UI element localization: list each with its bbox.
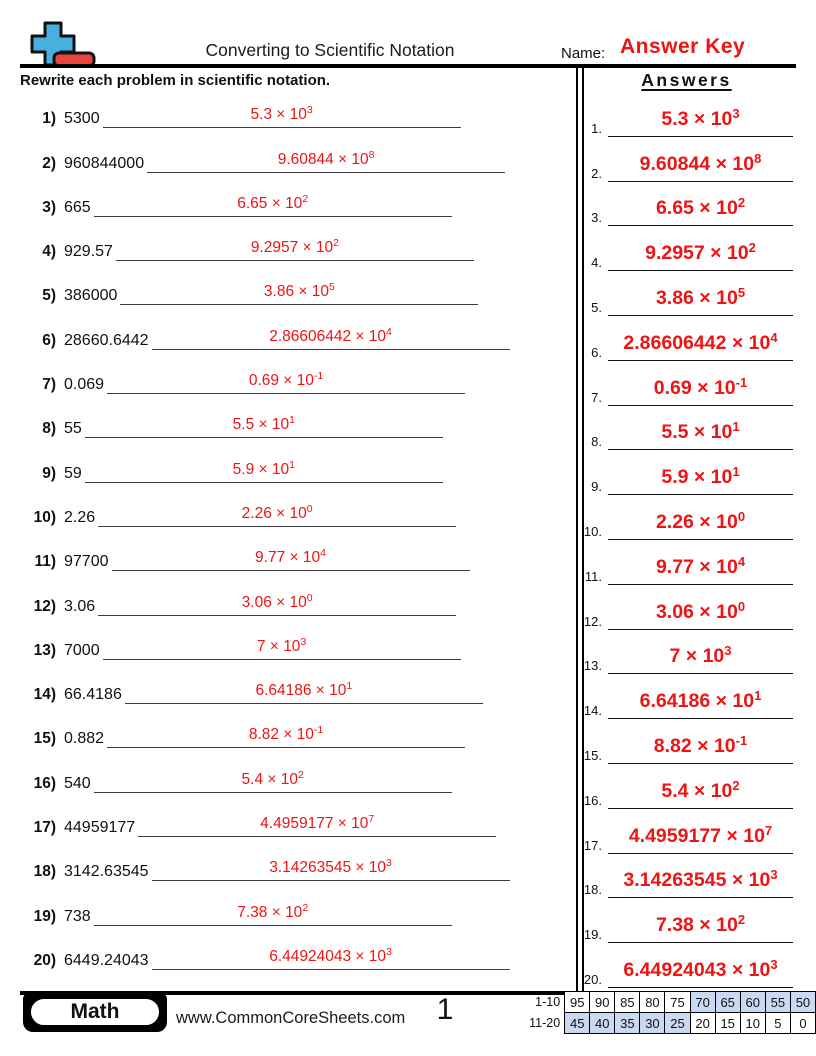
answer-line xyxy=(608,508,793,540)
score-cell: 10 xyxy=(740,1013,765,1034)
problem-number: 12) xyxy=(33,597,56,615)
problem-answer-line xyxy=(120,283,478,305)
answer-number: 7. xyxy=(591,389,602,405)
problem-answer-line xyxy=(85,458,443,483)
answer-line xyxy=(608,553,793,585)
answer-value: $5.4 \times 10^2$ xyxy=(661,777,740,802)
problem-row xyxy=(20,173,565,217)
answer-key-text: Answer Key xyxy=(620,35,746,58)
problem-value: 3142.63545 xyxy=(64,863,149,881)
answer-line xyxy=(608,374,793,406)
answer-line xyxy=(608,197,793,226)
instruction-text: Rewrite each problem in scientific notation. xyxy=(20,72,331,89)
problem-answer-line xyxy=(98,502,456,527)
answer-row xyxy=(580,854,793,899)
answer-row xyxy=(580,630,793,675)
answer-line xyxy=(608,150,793,182)
answer-line xyxy=(608,284,793,316)
score-cell: 50 xyxy=(790,992,815,1013)
answer-value: $5.3 \times 10^3$ xyxy=(661,105,740,130)
problem-number: 16) xyxy=(33,774,56,792)
problem-row xyxy=(20,128,565,172)
problem-number: 20) xyxy=(33,951,56,969)
score-cell: 85 xyxy=(615,992,640,1013)
problem-value: 738 xyxy=(64,907,91,925)
answer-row xyxy=(580,316,793,361)
answer-number: 11. xyxy=(584,568,602,584)
problem-value: 6449.24043 xyxy=(64,951,149,969)
problem-value: 5300 xyxy=(64,110,100,128)
answer-number: 6. xyxy=(591,344,602,360)
answer-value: $6.44924043 \times 10^3$ xyxy=(623,956,778,981)
score-row xyxy=(524,992,816,1013)
problem-answer-line xyxy=(94,192,452,217)
answer-line xyxy=(608,822,793,854)
score-table xyxy=(524,991,816,1034)
answer-line xyxy=(608,869,793,898)
problem-row xyxy=(20,571,565,615)
answer-line xyxy=(608,777,793,809)
score-cell: 75 xyxy=(665,992,690,1013)
answer-number: 9. xyxy=(591,479,602,495)
problem-number: 6) xyxy=(42,331,56,349)
answer-value: $9.77 \times 10^4$ xyxy=(655,553,746,578)
problem-answer: $9.2957 \times 10^2$ xyxy=(250,237,340,257)
header-divider-line xyxy=(20,64,796,68)
answers-column-title: Answers xyxy=(641,70,732,90)
problem-value: 59 xyxy=(64,464,82,482)
answer-number: 19. xyxy=(583,927,602,943)
answer-value: $0.69 \times 10^{-1}$ xyxy=(653,374,748,399)
answer-row xyxy=(580,943,793,988)
answer-row xyxy=(580,585,793,630)
answer-number: 12. xyxy=(583,613,602,629)
problem-answer: $9.77 \times 10^4$ xyxy=(255,547,326,567)
problem-answer: $8.82 \times 10^{-1}$ xyxy=(248,724,324,744)
problem-answer: $6.44924043 \times 10^3$ xyxy=(269,945,392,965)
answer-row xyxy=(580,495,793,540)
score-cell: 65 xyxy=(715,992,740,1013)
problem-row xyxy=(20,483,565,527)
problem-number: 4) xyxy=(42,243,56,261)
problem-number: 9) xyxy=(42,464,56,482)
subject-badge-label: Math xyxy=(29,997,161,1027)
problem-row xyxy=(20,350,565,394)
answer-line xyxy=(608,914,793,943)
score-cell: 70 xyxy=(690,992,715,1013)
problem-value: 2.26 xyxy=(64,508,96,526)
answer-line xyxy=(608,598,793,630)
score-cell: 60 xyxy=(740,992,765,1013)
score-cell: 90 xyxy=(590,992,615,1013)
answer-value: $3.86 \times 10^5$ xyxy=(655,284,746,309)
answer-row xyxy=(580,92,793,137)
problem-row xyxy=(20,926,565,970)
name-label: Name: xyxy=(561,45,606,62)
answer-row xyxy=(580,674,793,719)
answer-line xyxy=(608,242,793,271)
answer-row xyxy=(580,271,793,316)
problem-value: 66.4186 xyxy=(64,686,122,704)
score-range-label: 11-20 xyxy=(529,1016,561,1030)
answer-number: 14. xyxy=(583,703,602,719)
problem-number: 8) xyxy=(42,420,56,438)
problem-value: 929.57 xyxy=(64,243,113,261)
problems-list xyxy=(20,84,565,970)
answer-line xyxy=(608,466,793,495)
problem-answer-line xyxy=(152,945,510,970)
answer-number: 3. xyxy=(591,210,602,226)
problem-value: 44959177 xyxy=(64,819,136,837)
answer-value: $4.4959177 \times 10^7$ xyxy=(628,822,773,847)
problem-number: 19) xyxy=(33,907,56,925)
problem-answer-line xyxy=(138,815,496,837)
problem-value: 55 xyxy=(64,420,82,438)
problem-number: 1) xyxy=(42,110,56,128)
answer-value: $9.2957 \times 10^2$ xyxy=(645,240,756,265)
problem-value: 28660.6442 xyxy=(64,331,149,349)
problem-answer-line xyxy=(103,635,461,660)
score-cell: 20 xyxy=(690,1013,715,1034)
score-cell: 30 xyxy=(640,1013,665,1034)
answer-row xyxy=(580,226,793,271)
problem-number: 3) xyxy=(42,198,56,216)
problem-answer: $7 \times 10^3$ xyxy=(256,635,307,655)
problem-answer: $3.06 \times 10^0$ xyxy=(241,591,313,611)
problem-value: 7000 xyxy=(64,641,100,659)
problem-answer-line xyxy=(152,325,510,350)
problem-value: 540 xyxy=(64,774,91,792)
answer-value: $2.26 \times 10^0$ xyxy=(655,508,746,533)
score-cell: 25 xyxy=(665,1013,690,1034)
answer-row xyxy=(580,764,793,809)
score-cell: 5 xyxy=(765,1013,790,1034)
score-row xyxy=(524,1013,816,1034)
score-range-label: 1-10 xyxy=(535,995,561,1009)
score-cell: 95 xyxy=(565,992,590,1013)
score-cell: 55 xyxy=(765,992,790,1013)
problem-number: 18) xyxy=(33,863,56,881)
score-cell: 40 xyxy=(590,1013,615,1034)
answer-line xyxy=(608,329,793,361)
answer-line xyxy=(608,956,793,988)
problem-row xyxy=(20,305,565,349)
answer-number: 4. xyxy=(591,255,602,271)
problem-answer-line xyxy=(116,239,474,261)
answer-row xyxy=(580,540,793,585)
problem-number: 11) xyxy=(34,553,56,571)
problem-number: 17) xyxy=(33,819,56,837)
problem-value: 97700 xyxy=(64,553,109,571)
problem-answer-line xyxy=(98,591,456,616)
problem-answer-line xyxy=(152,859,510,881)
problem-row xyxy=(20,527,565,571)
problem-row xyxy=(20,394,565,438)
answer-number: 15. xyxy=(583,747,602,763)
answer-number: 5. xyxy=(591,299,602,315)
problem-answer: $5.3 \times 10^3$ xyxy=(250,104,313,124)
problem-row xyxy=(20,704,565,748)
answer-number: 8. xyxy=(591,434,602,450)
answer-number: 10. xyxy=(583,523,602,539)
score-cell: 35 xyxy=(615,1013,640,1034)
problem-answer: $5.5 \times 10^1$ xyxy=(232,414,295,434)
answer-line xyxy=(608,645,793,674)
answer-line xyxy=(608,421,793,450)
problem-answer-line xyxy=(125,682,483,704)
problem-answer: $0.69 \times 10^{-1}$ xyxy=(248,370,324,390)
answers-list xyxy=(580,92,793,988)
problem-answer-line xyxy=(107,372,465,394)
answer-value: $3.06 \times 10^0$ xyxy=(655,598,746,623)
answer-line xyxy=(608,690,793,719)
answer-row xyxy=(580,898,793,943)
problem-number: 14) xyxy=(33,686,56,704)
problem-answer-line xyxy=(94,901,452,926)
answer-row xyxy=(580,719,793,764)
problem-number: 2) xyxy=(42,154,56,172)
problem-answer: $3.14263545 \times 10^3$ xyxy=(269,857,392,877)
problem-value: 386000 xyxy=(64,287,118,305)
problem-answer: $4.4959177 \times 10^7$ xyxy=(260,813,375,833)
problem-row xyxy=(20,217,565,261)
problem-number: 13) xyxy=(33,641,56,659)
problem-value: 665 xyxy=(64,198,91,216)
problem-answer-line xyxy=(147,148,505,173)
problem-number: 10) xyxy=(33,508,56,526)
answer-value: $7.38 \times 10^2$ xyxy=(655,912,746,937)
problem-row xyxy=(20,881,565,925)
problem-row xyxy=(20,438,565,482)
website-text: www.CommonCoreSheets.com xyxy=(176,1009,406,1027)
problem-row xyxy=(20,748,565,792)
problem-answer-line xyxy=(112,549,470,571)
page-title: Converting to Scientific Notation xyxy=(205,40,455,60)
answer-number: 16. xyxy=(583,792,602,808)
answer-value: $5.9 \times 10^1$ xyxy=(661,464,740,489)
problem-value: 0.069 xyxy=(64,376,105,394)
problem-answer: $9.60844 \times 10^8$ xyxy=(277,148,375,168)
problem-answer: $2.26 \times 10^0$ xyxy=(241,502,313,522)
answer-row xyxy=(580,450,793,495)
answer-row xyxy=(580,361,793,406)
answer-number: 20. xyxy=(583,971,602,987)
problem-number: 15) xyxy=(33,730,56,748)
problem-answer-line xyxy=(107,726,465,748)
problem-answer-line xyxy=(103,106,461,128)
problem-row xyxy=(20,660,565,704)
answer-row xyxy=(580,182,793,227)
answer-value: $2.86606442 \times 10^4$ xyxy=(623,329,778,354)
answer-row xyxy=(580,406,793,451)
problem-number: 5) xyxy=(42,287,56,305)
answer-line xyxy=(608,732,793,764)
answer-value: $3.14263545 \times 10^3$ xyxy=(623,867,778,892)
answer-value: $5.5 \times 10^1$ xyxy=(661,419,740,444)
answer-number: 1. xyxy=(591,120,602,136)
score-cell: 15 xyxy=(715,1013,740,1034)
score-cell: 0 xyxy=(790,1013,815,1034)
problem-row xyxy=(20,616,565,660)
answer-value: $8.82 \times 10^{-1}$ xyxy=(653,732,748,757)
problem-answer: $3.86 \times 10^5$ xyxy=(263,281,335,301)
score-cell: 45 xyxy=(565,1013,590,1034)
problem-row xyxy=(20,837,565,881)
answer-value: $9.60844 \times 10^8$ xyxy=(639,150,762,175)
answer-number: 2. xyxy=(591,165,602,181)
problem-answer: $7.38 \times 10^2$ xyxy=(237,901,309,921)
page-number: 1 xyxy=(436,993,454,1026)
problem-answer: $6.64186 \times 10^1$ xyxy=(255,680,353,700)
answer-number: 13. xyxy=(583,658,602,674)
score-table-body xyxy=(524,992,816,1034)
problem-answer: $5.9 \times 10^1$ xyxy=(232,458,295,478)
problem-row xyxy=(20,261,565,305)
problem-row xyxy=(20,84,565,128)
problem-answer: $6.65 \times 10^2$ xyxy=(237,192,309,212)
answer-line xyxy=(608,105,793,137)
problem-value: 3.06 xyxy=(64,597,96,615)
subject-badge xyxy=(23,993,167,1032)
problem-answer-line xyxy=(94,768,452,793)
problem-answer: $2.86606442 \times 10^4$ xyxy=(269,325,392,345)
problem-row xyxy=(20,793,565,837)
score-cell: 80 xyxy=(640,992,665,1013)
answer-number: 17. xyxy=(583,837,602,853)
answer-row xyxy=(580,809,793,854)
answer-value: $7 \times 10^3$ xyxy=(669,643,732,668)
problem-answer-line xyxy=(85,416,443,438)
answer-value: $6.65 \times 10^2$ xyxy=(655,195,746,220)
problem-value: 0.882 xyxy=(64,730,105,748)
problem-number: 7) xyxy=(42,376,56,394)
problem-answer: $5.4 \times 10^2$ xyxy=(241,768,304,788)
answer-value: $6.64186 \times 10^1$ xyxy=(639,688,762,713)
plus-minus-logo xyxy=(22,20,102,70)
answer-number: 18. xyxy=(583,882,602,898)
problem-value: 960844000 xyxy=(64,154,145,172)
answer-row xyxy=(580,137,793,182)
